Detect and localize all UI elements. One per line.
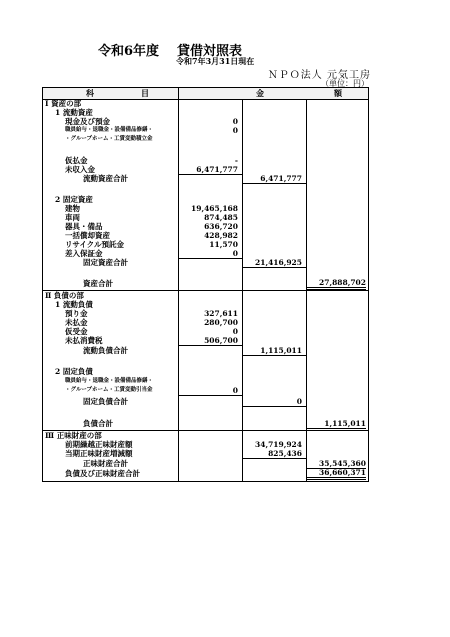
reserve-value: 0 [232,126,238,135]
current-liabilities-heading: 1 流動負債 [55,300,93,309]
fixed-liabilities-total-value: 0 [296,397,302,406]
currency-unit: （単位：円） [321,79,369,88]
payable-label: 未払金 [65,318,88,327]
assets-total-value: 27,888,702 [306,278,366,290]
header-amount-a: 金 [256,88,264,98]
provision-value: 0 [232,386,238,395]
lumpsum-value: 428,982 [204,231,238,240]
assets-section-heading: Ⅰ 資産の部 [45,99,82,108]
fixed-assets-total-label: 固定資産合計 [83,258,128,267]
cash-value: 0 [232,117,238,126]
reserve-label-line2: ・グループホーム・工賃変動積立金 [65,136,153,142]
advance-received-label: 仮受金 [65,327,88,336]
reserve-label-line1: 職員給与・退職金・設備備品修繕・ [65,127,154,133]
header-amount-b: 額 [334,88,342,98]
net-assets-change-value: 825,436 [268,449,302,458]
current-liabilities-total-value: 1,115,011 [260,346,302,355]
subtotal-rule [178,258,242,259]
fixed-liabilities-total-label: 固定負債合計 [83,397,128,406]
equipment-value: 636,720 [204,222,238,231]
lumpsum-label: 一括償却資産 [65,231,110,240]
net-assets-total-label: 正味財産合計 [83,459,128,468]
building-label: 建物 [65,204,80,213]
subtotal-rule [178,174,242,175]
suspense-label: 仮払金 [65,156,88,165]
grand-total-label: 負債及び正味財産合計 [65,469,140,478]
receivable-label: 未収入金 [65,165,95,174]
suspense-value: - [234,156,238,165]
fixed-assets-total-value: 21,416,925 [255,258,302,267]
guarantee-deposit-label: 差入保証金 [65,249,103,258]
section-divider [43,290,369,291]
subtotal-rule [242,267,306,268]
subtotal-rule [242,406,306,407]
previous-net-assets-label: 前期繰越正味財産額 [65,440,133,449]
header-item-b: 目 [141,88,149,98]
guarantee-deposit-value: 0 [232,249,238,258]
current-liabilities-total-label: 流動負債合計 [83,346,128,355]
liabilities-section-heading: Ⅱ 負債の部 [45,291,84,300]
statement-name: 貸借対照表 [177,44,243,59]
fiscal-year: 令和6年度 [98,44,160,59]
recycle-deposit-value: 11,570 [209,240,238,249]
subtotal-rule [242,355,306,356]
fixed-liabilities-heading: 2 固定負債 [55,367,93,376]
consumption-tax-value: 506,700 [204,336,238,345]
current-assets-total-value: 6,471,777 [260,174,302,183]
payable-value: 280,700 [204,318,238,327]
header-item-a: 科 [86,88,94,98]
receivable-value: 6,471,777 [196,165,238,174]
subtotal-rule [242,183,306,184]
advance-received-value: 0 [232,327,238,336]
subtotal-rule [178,345,242,346]
net-assets-change-label: 当期正味財産増減額 [65,449,133,458]
fixed-assets-heading: 2 固定資産 [55,195,93,204]
current-assets-total-label: 流動資産合計 [83,174,128,183]
grand-total-value: 36,660,371 [306,468,366,480]
organization-name: ＮＰＯ法人 元気工房 [267,70,371,81]
balance-sheet-table [42,87,369,482]
consumption-tax-label: 未払消費税 [65,336,103,345]
vehicle-label: 車両 [65,213,80,222]
equipment-label: 器具・備品 [65,222,103,231]
column-divider [178,88,179,482]
liabilities-total-value: 1,115,011 [306,419,366,429]
assets-total-label: 資産合計 [83,279,113,288]
cash-label: 現金及び預金 [65,117,110,126]
liabilities-total-label: 負債合計 [83,419,113,428]
recycle-deposit-label: リサイクル預託金 [65,240,124,249]
subtotal-rule [242,458,306,459]
as-of-date: 令和7年3月31日現在 [176,56,255,66]
provision-label-line1: 職員給与・退職金・設備備品修繕・ [65,378,154,384]
table-header [43,88,368,100]
vehicle-value: 874,485 [204,213,238,222]
net-assets-total-value: 35,545,360 [306,459,366,469]
withholding-label: 預り金 [65,309,88,318]
subtotal-rule [178,395,242,396]
provision-label-line2: ・グループホーム・工賃変動引当金 [65,387,153,393]
current-assets-heading: 1 流動資産 [55,108,93,117]
previous-net-assets-value: 34,719,924 [255,440,302,449]
withholding-value: 327,611 [204,309,238,318]
net-assets-section-heading: Ⅲ 正味財産の部 [45,431,102,440]
building-value: 19,465,168 [191,204,238,213]
